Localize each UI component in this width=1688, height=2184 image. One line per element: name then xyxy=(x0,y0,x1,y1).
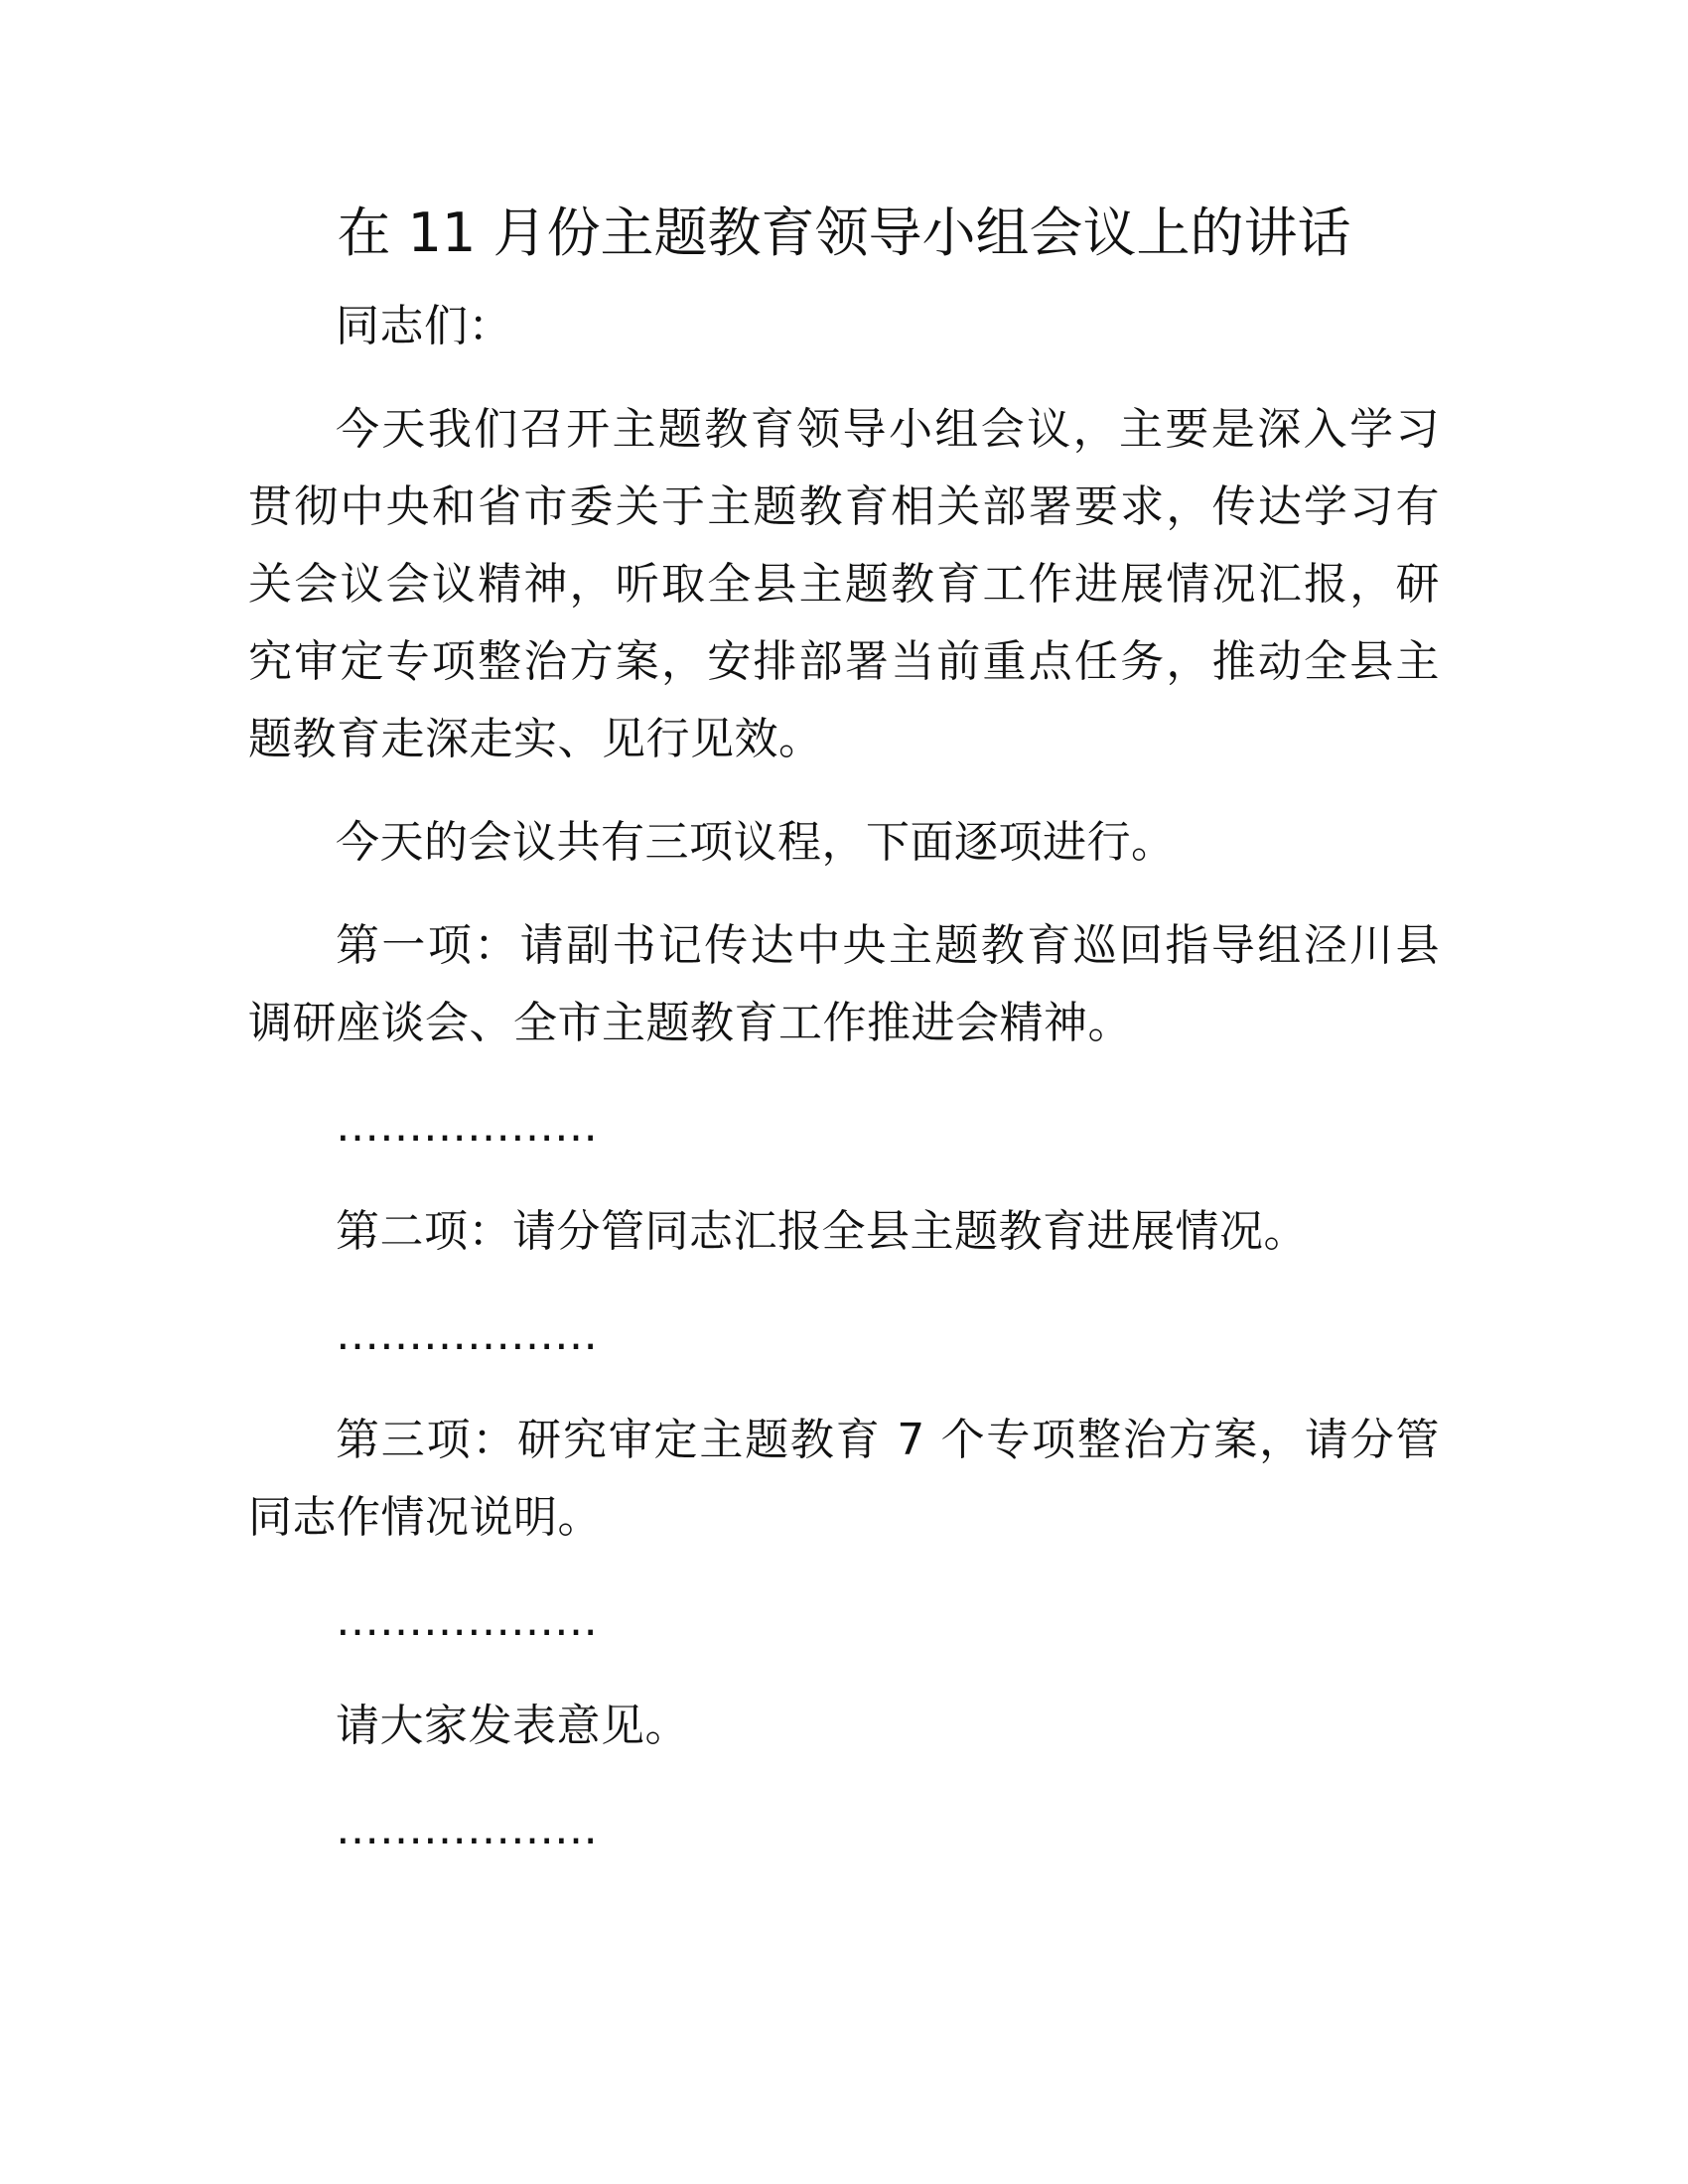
paragraph-opinions: 请大家发表意见。 xyxy=(336,1701,689,1751)
paragraph-item-two: 第二项：请分管同志汇报全县主题教育进展情况。 xyxy=(336,1206,1308,1257)
greeting: 同志们： xyxy=(336,301,512,351)
document-title: 在 11 月份主题教育领导小组会议上的讲话 xyxy=(337,202,1351,264)
paragraph-item-three: 第三项：研究审定主题教育 7 个专项整治方案，请分管同志作情况说明。 xyxy=(248,1415,1440,1543)
paragraph-agenda: 今天的会议共有三项议程，下面逐项进行。 xyxy=(336,817,1176,868)
paragraph-item-one: 第一项：请副书记传达中央主题教育巡回指导组泾川县调研座谈会、全市主题教育工作推进会精神。 xyxy=(248,920,1440,1048)
ellipsis-two: ……………… xyxy=(336,1309,598,1360)
document-page xyxy=(248,199,1440,1896)
ellipsis-three: ……………… xyxy=(336,1595,598,1646)
ellipsis-four: ……………… xyxy=(336,1804,598,1854)
ellipsis-one: ……………… xyxy=(336,1101,598,1152)
paragraph-intro: 今天我们召开主题教育领导小组会议，主要是深入学习贯彻中央和省市委关于主题教育相关部署要求，传达学习有关会议会议精神，听取全县主题教育工作进展情况汇报，研究审定专项整治方案，安排部署当前重点任务，推动全县主题教育走深走实、见行见效。 xyxy=(248,404,1440,764)
